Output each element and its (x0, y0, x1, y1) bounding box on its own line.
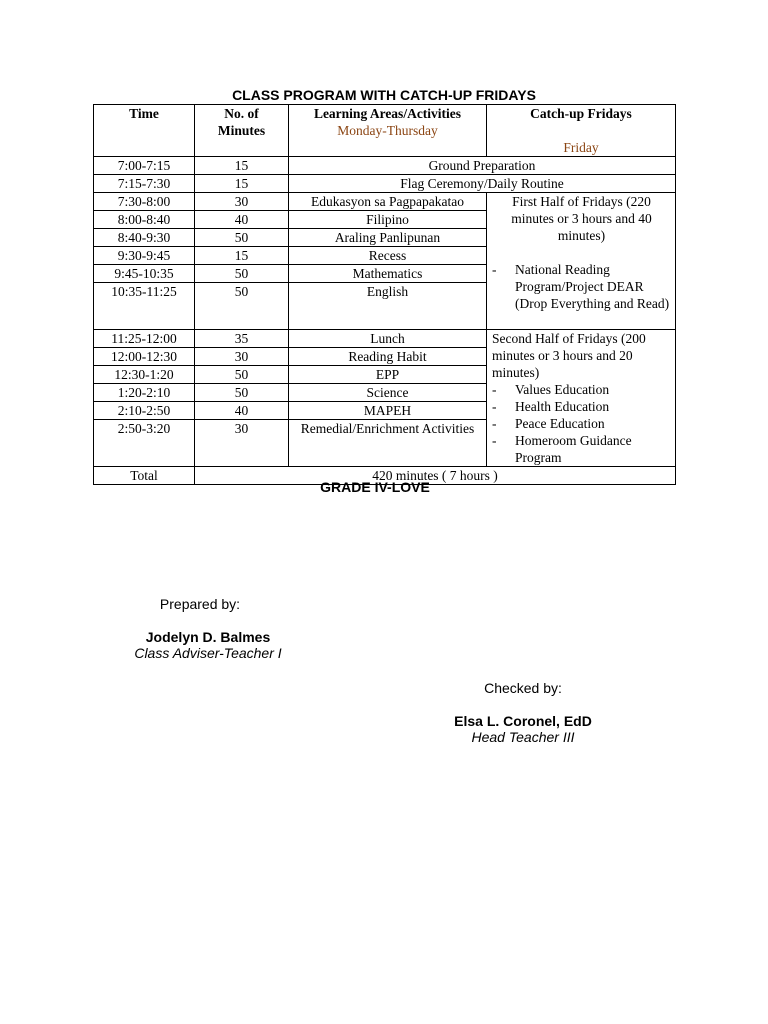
cell-activity: Reading Habit (289, 348, 487, 366)
list-item: - Homeroom Guidance Program (492, 432, 671, 466)
cell-minutes: 30 (195, 348, 289, 366)
checker-position: Head Teacher III (471, 729, 575, 745)
cell-activity: Science (289, 384, 487, 402)
cell-time: 12:30-1:20 (94, 366, 195, 384)
cell-minutes: 50 (195, 283, 289, 330)
cell-time: 11:25-12:00 (94, 330, 195, 348)
cell-activity: Ground Preparation (289, 157, 676, 175)
cell-activity: Edukasyon sa Pagpapakatao (289, 193, 487, 211)
cell-time: 7:15-7:30 (94, 175, 195, 193)
cell-minutes: 15 (195, 175, 289, 193)
list-item: - Health Education (492, 398, 671, 415)
cell-activity: Flag Ceremony/Daily Routine (289, 175, 676, 193)
friday-first-half (487, 193, 676, 330)
preparer-position: Class Adviser-Teacher I (134, 645, 282, 661)
friday-second-half (487, 330, 676, 467)
cell-activity: Filipino (289, 211, 487, 229)
cell-time: 2:50-3:20 (94, 420, 195, 467)
cell-time: 12:00-12:30 (94, 348, 195, 366)
cell-activity: MAPEH (289, 402, 487, 420)
cell-minutes: 40 (195, 402, 289, 420)
checker-name: Elsa L. Coronel, EdD (454, 713, 592, 729)
cell-minutes: 50 (195, 384, 289, 402)
cell-time: 7:00-7:15 (94, 157, 195, 175)
friday-second-heading: Second Half of Fridays (200 minutes or 3 hours and 20 minutes) (492, 331, 646, 380)
cell-minutes: 15 (195, 247, 289, 265)
cell-minutes: 35 (195, 330, 289, 348)
preparer-name: Jodelyn D. Balmes (145, 629, 271, 645)
cell-minutes: 50 (195, 229, 289, 247)
cell-time: 9:45-10:35 (94, 265, 195, 283)
friday-first-heading: First Half of Fridays (220 minutes or 3 hours and 40 minutes) (511, 194, 652, 243)
cell-minutes: 30 (195, 193, 289, 211)
class-program-table (93, 104, 676, 485)
cell-activity: Araling Panlipunan (289, 229, 487, 247)
total-value: 420 minutes ( 7 hours ) (195, 467, 676, 485)
cell-time: 7:30-8:00 (94, 193, 195, 211)
cell-minutes: 50 (195, 265, 289, 283)
list-item: - National Reading Program/Project DEAR (Drop Everything and Read) (492, 261, 671, 312)
header-learning-label: Learning Areas/Activities (313, 106, 462, 121)
header-catchup (487, 105, 676, 157)
prepared-by-label: Prepared by: (159, 596, 241, 612)
document-title: CLASS PROGRAM WITH CATCH-UP FRIDAYS (232, 87, 536, 103)
header-learning-areas (289, 105, 487, 157)
table-row (94, 330, 676, 348)
table-row (94, 175, 676, 193)
cell-time: 1:20-2:10 (94, 384, 195, 402)
cell-minutes: 30 (195, 420, 289, 467)
cell-activity: English (289, 283, 487, 330)
cell-time: 2:10-2:50 (94, 402, 195, 420)
checked-by-label: Checked by: (484, 680, 562, 696)
table-header-row (94, 105, 676, 157)
list-item: - Values Education (492, 381, 671, 398)
table-row (94, 193, 676, 211)
header-catchup-sub: Friday (563, 140, 599, 155)
header-minutes: No. of Minutes (195, 105, 289, 157)
checked-by-block (423, 680, 623, 696)
cell-activity: Lunch (289, 330, 487, 348)
total-label: Total (94, 467, 195, 485)
friday-first-list (492, 261, 671, 312)
list-item: - Peace Education (492, 415, 671, 432)
cell-time: 8:40-9:30 (94, 229, 195, 247)
prepared-by-block (100, 596, 300, 612)
header-catchup-label: Catch-up Fridays (530, 106, 632, 121)
cell-time: 9:30-9:45 (94, 247, 195, 265)
table-row (94, 157, 676, 175)
cell-minutes: 50 (195, 366, 289, 384)
cell-activity: EPP (289, 366, 487, 384)
cell-activity: Mathematics (289, 265, 487, 283)
cell-minutes: 40 (195, 211, 289, 229)
cell-time: 8:00-8:40 (94, 211, 195, 229)
checked-by-signatory (403, 713, 643, 745)
header-time: Time (94, 105, 195, 157)
cell-minutes: 15 (195, 157, 289, 175)
cell-activity: Recess (289, 247, 487, 265)
cell-activity: Remedial/Enrichment Activities (289, 420, 487, 467)
cell-time: 10:35-11:25 (94, 283, 195, 330)
grade-section: GRADE IV-LOVE (320, 479, 430, 495)
prepared-by-signatory (108, 629, 308, 661)
header-learning-sub: Monday-Thursday (337, 123, 438, 138)
friday-second-list (492, 381, 671, 466)
